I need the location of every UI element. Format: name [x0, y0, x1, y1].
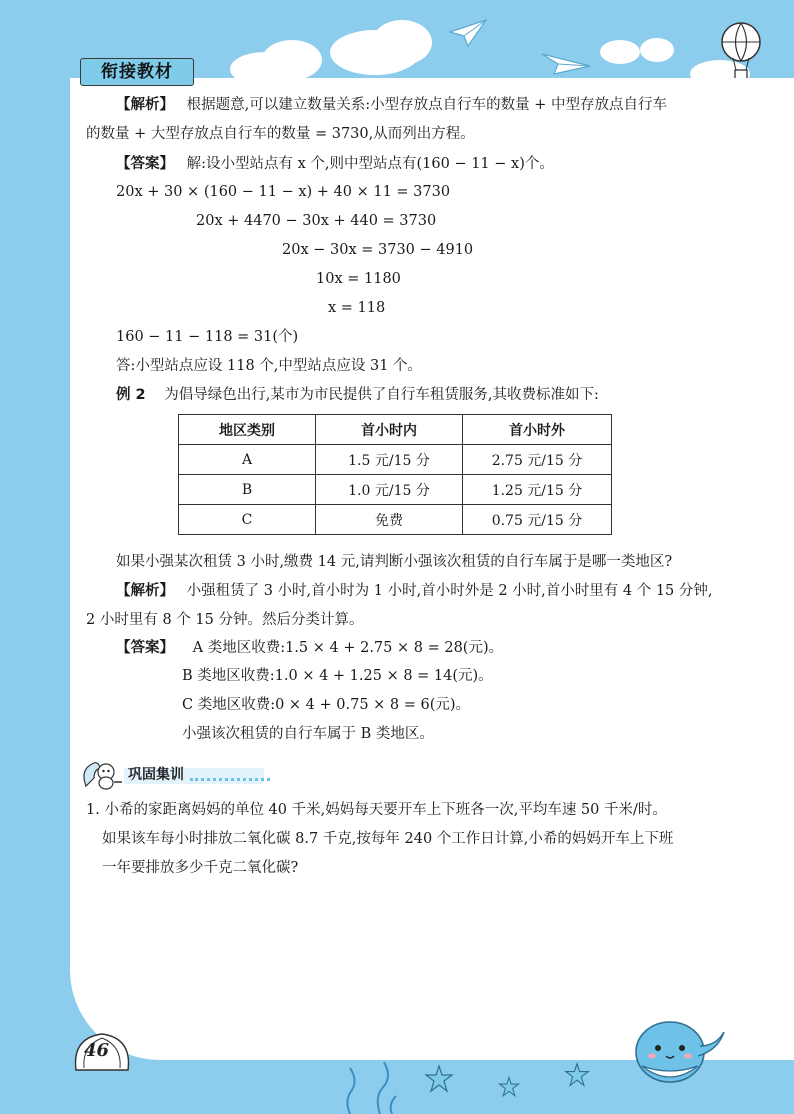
equation: 20x − 30x = 3730 − 4910: [282, 242, 474, 258]
starfish-icon: [498, 1076, 520, 1098]
final-answer: 答:小型站点应设 118 个,中型站点应设 31 个。: [116, 358, 423, 374]
paper-plane-icon: [540, 46, 592, 76]
answer-intro: 解:设小型站点有 x 个,则中型站点有(160 − 11 − x)个。: [186, 156, 554, 172]
answer-label: 【答案】: [116, 156, 174, 172]
analysis-block-2: [116, 581, 713, 601]
cloud-decoration: [372, 20, 432, 65]
exercise-1: 1. 小希的家距离妈妈的单位 40 千米,妈妈每天要开车上下班各一次,平均车速 50 千米/时。: [86, 802, 667, 818]
section-header: [80, 758, 270, 788]
table-cell: 免费: [316, 505, 463, 535]
table-cell: B: [179, 475, 316, 505]
hot-air-balloon-icon: [716, 20, 766, 82]
question-2: 如果小强某次租赁 3 小时,缴费 14 元,请判断小强该次租赁的自行车属于是哪一类地区?: [116, 554, 673, 570]
table-header-row: [179, 415, 612, 445]
answer-block-1: [116, 154, 554, 174]
table-cell: 1.0 元/15 分: [316, 475, 463, 505]
section-title: 巩固集训: [128, 767, 184, 783]
analysis-label: 【解析】: [116, 97, 174, 113]
equation: 20x + 4470 − 30x + 440 = 3730: [196, 213, 437, 229]
paper-plane-icon: [448, 18, 488, 48]
fee-table: [178, 414, 612, 535]
starfish-icon: [564, 1062, 590, 1088]
cloud-decoration: [600, 40, 640, 64]
example-label: 例 2: [116, 387, 146, 403]
example-text: 为倡导绿色出行,某市为市民提供了自行车租赁服务,其收费标准如下:: [164, 387, 599, 403]
answer-block-2: [116, 638, 503, 658]
textbook-tag: 衔接教材: [80, 58, 194, 86]
table-cell: 0.75 元/15 分: [463, 505, 612, 535]
table-row: [179, 505, 612, 535]
analysis-text: 根据题意,可以建立数量关系:小型存放点自行车的数量 + 中型存放点自行车: [186, 97, 667, 113]
section-dots: [190, 778, 270, 781]
table-header: 首小时外: [463, 415, 612, 445]
analysis-text: 2 小时里有 8 个 15 分钟。然后分类计算。: [86, 612, 364, 628]
analysis-block-1: [116, 95, 667, 115]
starfish-icon: [424, 1064, 454, 1094]
seaweed-icon: [340, 1060, 400, 1114]
exercise-1-continued: 如果该车每小时排放二氧化碳 8.7 千克,按每年 240 个工作日计算,小希的妈妈开车上下班: [102, 831, 674, 847]
squirrel-mascot-icon: [80, 758, 124, 790]
answer-label: 【答案】: [116, 640, 174, 656]
equation: x = 118: [328, 300, 386, 316]
answer-line: A 类地区收费:1.5 × 4 + 2.75 × 8 = 28(元)。: [192, 640, 504, 656]
table-cell: 1.5 元/15 分: [316, 445, 463, 475]
table-header: 地区类别: [179, 415, 316, 445]
analysis-text: 的数量 + 大型存放点自行车的数量 = 3730,从而列出方程。: [86, 126, 475, 142]
table-header: 首小时内: [316, 415, 463, 445]
analysis-label: 【解析】: [116, 583, 174, 599]
table-cell: A: [179, 445, 316, 475]
equation: 10x = 1180: [316, 271, 401, 287]
page-number: 46: [84, 1040, 110, 1061]
cloud-decoration: [262, 40, 322, 80]
table-cell: 1.25 元/15 分: [463, 475, 612, 505]
example-2: [116, 385, 599, 405]
table-cell: C: [179, 505, 316, 535]
exercise-1-continued: 一年要排放多少千克二氧化碳?: [102, 860, 299, 876]
equation: 20x + 30 × (160 − 11 − x) + 40 × 11 = 3730: [116, 184, 451, 200]
calculation: 160 − 11 − 118 = 31(个): [116, 329, 299, 345]
cloud-decoration: [640, 38, 674, 62]
whale-mascot-icon: [628, 1010, 728, 1088]
table-row: [179, 445, 612, 475]
table-row: [179, 475, 612, 505]
table-cell: 2.75 元/15 分: [463, 445, 612, 475]
analysis-text: 小强租赁了 3 小时,首小时为 1 小时,首小时外是 2 小时,首小时里有 4 个 15 分钟,: [186, 583, 713, 599]
answer-line: B 类地区收费:1.0 × 4 + 1.25 × 8 = 14(元)。: [182, 668, 493, 684]
answer-line: C 类地区收费:0 × 4 + 0.75 × 8 = 6(元)。: [182, 697, 471, 713]
answer-line: 小强该次租赁的自行车属于 B 类地区。: [182, 726, 434, 742]
